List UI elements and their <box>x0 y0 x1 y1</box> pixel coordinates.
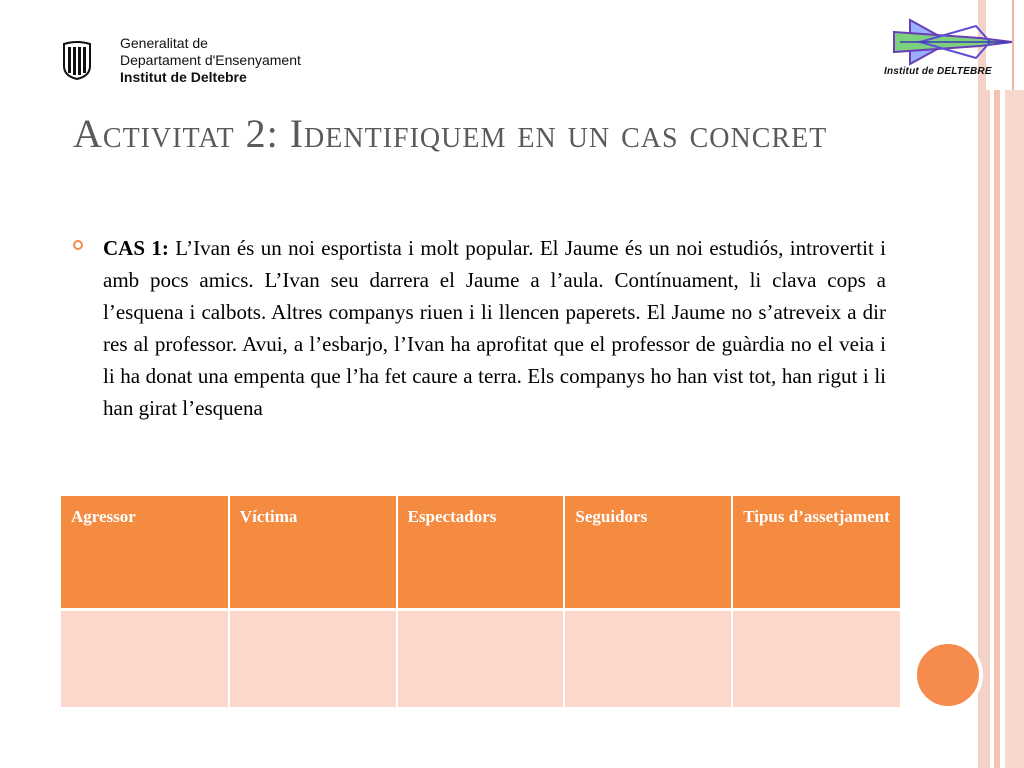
cell-victima[interactable] <box>229 609 397 707</box>
org-line-1: Generalitat de <box>120 35 208 51</box>
header-tipus-assetjament: Tipus d’assetjament <box>732 496 900 609</box>
case-bullet <box>73 232 886 424</box>
roles-table <box>61 496 900 707</box>
org-line-3: Institut de Deltebre <box>120 69 247 85</box>
case-paragraph <box>103 232 886 424</box>
decor-stripe <box>1005 0 1024 768</box>
header-victima: Víctima <box>229 496 397 609</box>
cell-espectadors[interactable] <box>397 609 565 707</box>
header-seguidors: Seguidors <box>564 496 732 609</box>
table-header-row <box>61 496 900 609</box>
cell-seguidors[interactable] <box>564 609 732 707</box>
cell-tipus-assetjament[interactable] <box>732 609 900 707</box>
generalitat-logo-icon <box>62 40 92 80</box>
organization-name <box>120 35 301 86</box>
slide-title: Activitat 2: Identifiquem en un cas concret <box>73 111 828 156</box>
cell-agressor[interactable] <box>61 609 229 707</box>
org-line-2: Departament d'Ensenyament <box>120 52 301 68</box>
case-label: CAS 1: <box>103 236 169 260</box>
decor-stripe <box>978 0 990 768</box>
institut-logo-caption: Institut de DELTEBRE <box>884 66 992 77</box>
case-text: L’Ivan és un noi esportista i molt popular. El Jaume és un noi estudiós, introvertit i amb pocs amics. L’Ivan seu darrera el Jaume a l’aula. Contínuament, li clava cops a l’esquena i calbots. Altres companys riuen i li llencen paperets. El Jaume no s’atreveix a dir res al professor. Avui, a l’esbarjo, l’Ivan ha aprofitat que el professor de guàrdia no el veia i li ha donat una empenta que l’ha fet caure a terra. Els companys ho han vist tot, han rigut i li han girat l’esquena <box>103 236 886 420</box>
orange-circle-icon <box>913 640 983 710</box>
header-agressor: Agressor <box>61 496 229 609</box>
table-row <box>61 609 900 707</box>
bullet-icon <box>73 240 83 250</box>
header-espectadors: Espectadors <box>397 496 565 609</box>
